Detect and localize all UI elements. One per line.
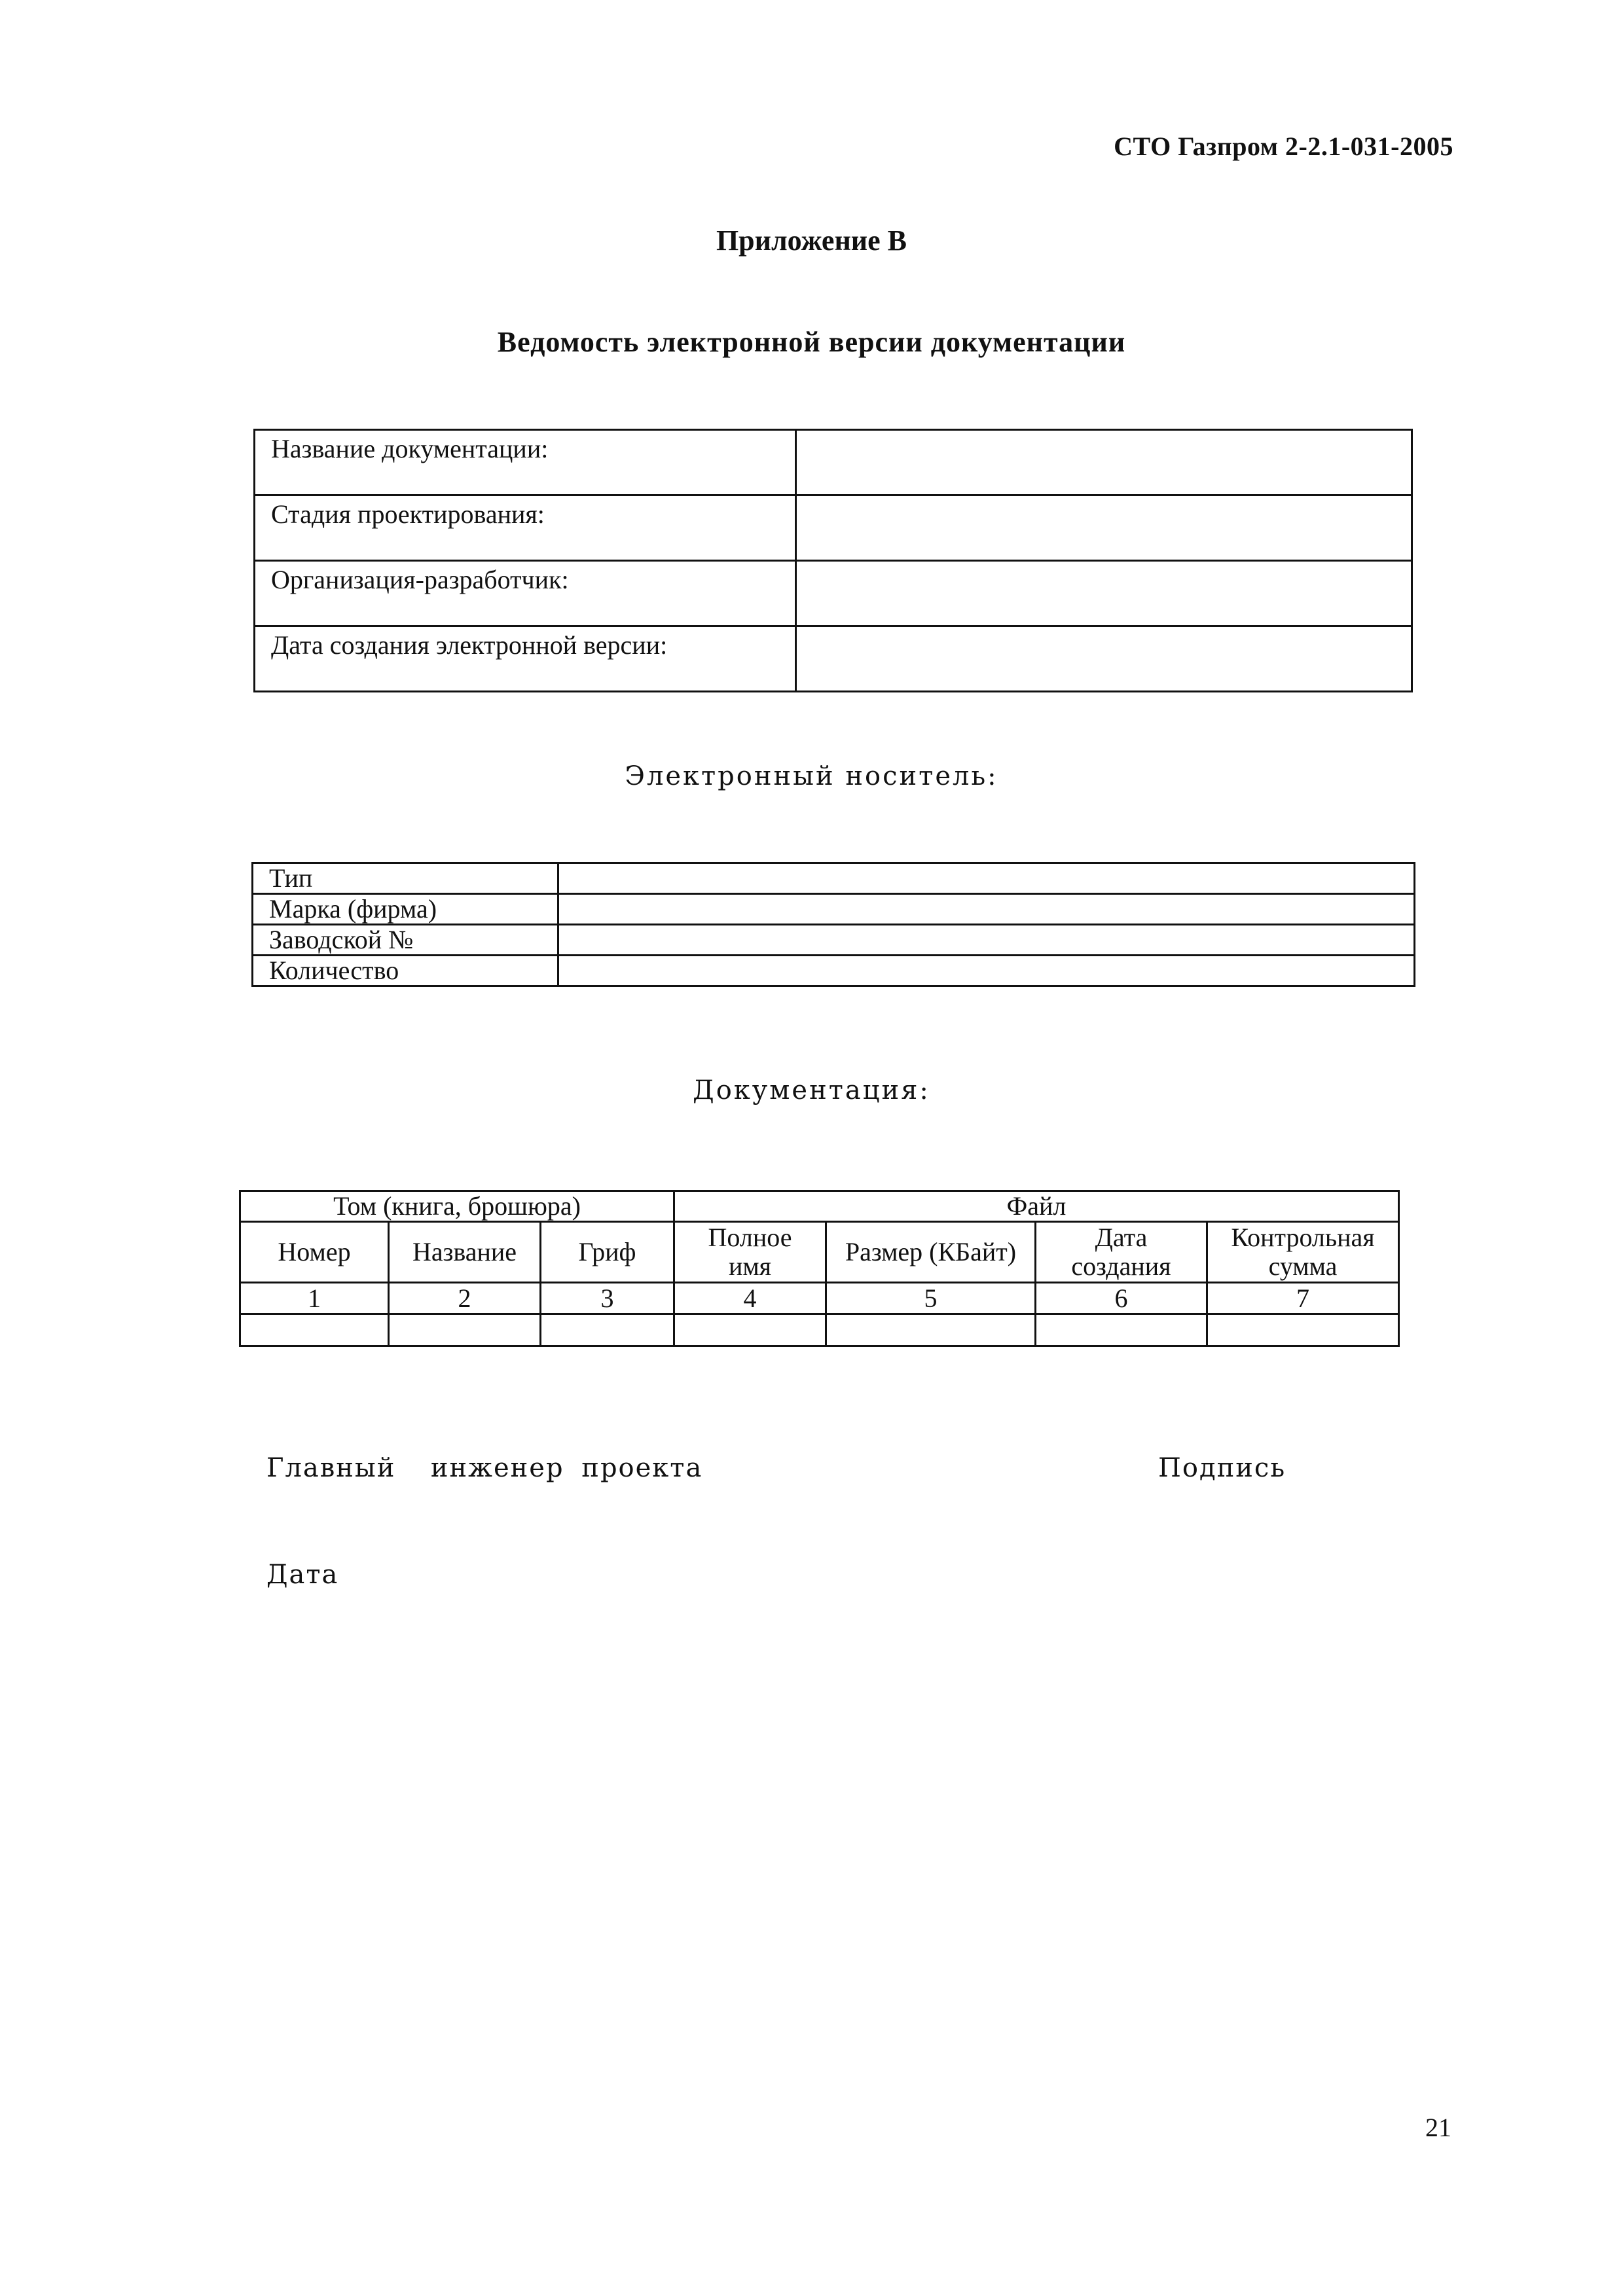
table-cell	[389, 1314, 541, 1346]
column-header-name	[389, 1222, 541, 1283]
column-header-line: Название	[412, 1237, 517, 1266]
column-header-line: Гриф	[578, 1237, 636, 1266]
column-header-line: имя	[728, 1251, 772, 1281]
column-header-line: Полное	[708, 1223, 792, 1252]
signature-label: Подпись	[1158, 1453, 1286, 1483]
column-header-full-name	[674, 1222, 826, 1283]
table-row	[255, 561, 1412, 626]
media-label: Марка (фирма)	[253, 894, 558, 925]
info-value	[796, 495, 1412, 561]
media-label: Количество	[253, 956, 558, 986]
table-cell	[674, 1314, 826, 1346]
info-label: Организация-разработчик:	[255, 561, 796, 626]
document-code: СТО Газпром 2-2.1-031-2005	[1114, 132, 1453, 161]
table-cell	[1036, 1314, 1207, 1346]
info-value	[796, 430, 1412, 495]
info-value	[796, 626, 1412, 692]
group-header-file: Файл	[674, 1191, 1399, 1222]
files-table	[239, 1190, 1400, 1347]
table-row	[255, 430, 1412, 495]
table-column-number-row	[240, 1283, 1399, 1314]
media-value	[558, 956, 1415, 986]
document-title: Ведомость электронной версии документации	[497, 326, 1126, 358]
page-number: 21	[1425, 2113, 1451, 2142]
appendix-title: Приложение В	[716, 224, 907, 257]
table-row	[253, 925, 1415, 956]
date-label: Дата	[266, 1560, 339, 1590]
column-number: 5	[826, 1283, 1036, 1314]
column-number: 2	[389, 1283, 541, 1314]
documentation-section-heading: Документация:	[693, 1075, 930, 1105]
table-group-header-row	[240, 1191, 1399, 1222]
column-header-creation-date	[1036, 1222, 1207, 1283]
table-column-header-row	[240, 1222, 1399, 1283]
media-label: Тип	[253, 863, 558, 894]
media-section-heading: Электронный носитель:	[625, 761, 998, 791]
column-number: 3	[541, 1283, 674, 1314]
column-header-line: создания	[1071, 1251, 1171, 1281]
table-row	[240, 1314, 1399, 1346]
table-cell	[240, 1314, 389, 1346]
table-row	[253, 894, 1415, 925]
media-value	[558, 863, 1415, 894]
table-row	[253, 863, 1415, 894]
media-value	[558, 925, 1415, 956]
column-header-classification	[541, 1222, 674, 1283]
info-label: Дата создания электронной версии:	[255, 626, 796, 692]
table-cell	[826, 1314, 1036, 1346]
chief-engineer-label: Главный инженер проекта	[266, 1453, 703, 1483]
column-header-line: Номер	[278, 1237, 351, 1266]
table-cell	[541, 1314, 674, 1346]
table-row	[255, 626, 1412, 692]
documentation-info-table	[253, 429, 1413, 692]
column-number: 7	[1207, 1283, 1399, 1314]
table-row	[255, 495, 1412, 561]
table-cell	[1207, 1314, 1399, 1346]
column-header-line: Дата	[1095, 1223, 1148, 1252]
media-value	[558, 894, 1415, 925]
column-number: 6	[1036, 1283, 1207, 1314]
column-number: 4	[674, 1283, 826, 1314]
group-header-volume: Том (книга, брошюра)	[240, 1191, 674, 1222]
info-label: Название документации:	[255, 430, 796, 495]
column-header-size	[826, 1222, 1036, 1283]
table-row	[253, 956, 1415, 986]
column-header-line: сумма	[1268, 1251, 1338, 1281]
media-table	[251, 862, 1415, 987]
column-header-line: Размер (КБайт)	[845, 1237, 1017, 1266]
column-header-number	[240, 1222, 389, 1283]
media-label: Заводской №	[253, 925, 558, 956]
column-number: 1	[240, 1283, 389, 1314]
info-label: Стадия проектирования:	[255, 495, 796, 561]
column-header-checksum	[1207, 1222, 1399, 1283]
column-header-line: Контрольная	[1231, 1223, 1375, 1252]
info-value	[796, 561, 1412, 626]
